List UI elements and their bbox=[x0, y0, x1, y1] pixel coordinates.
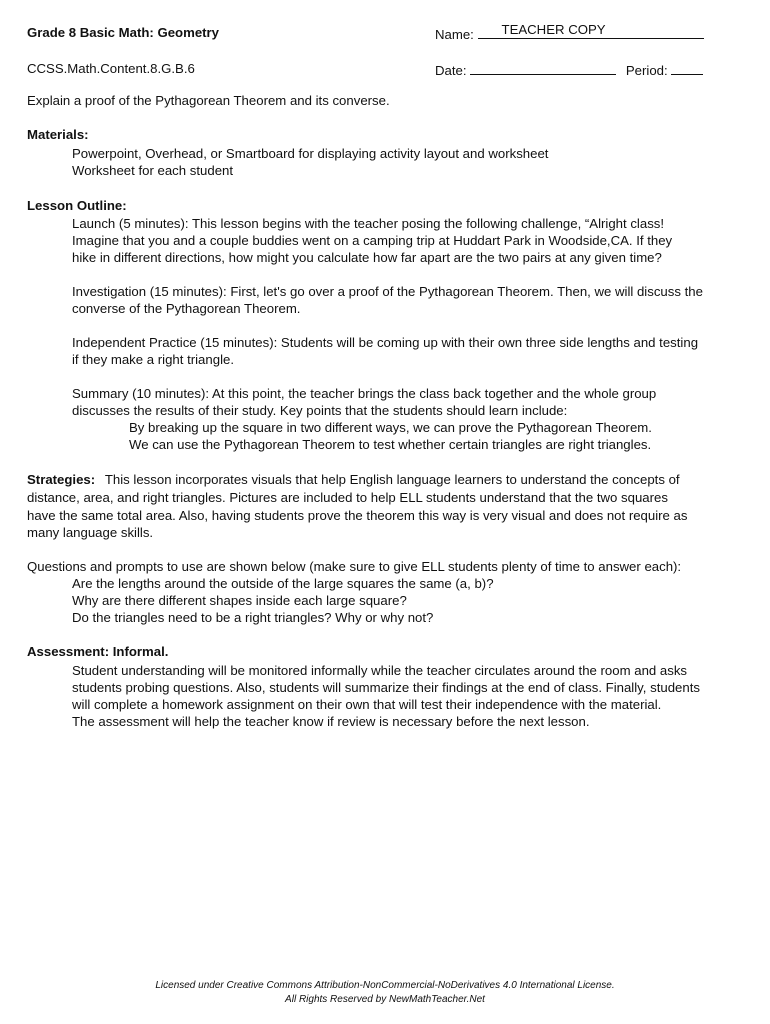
question-item: Do the triangles need to be a right triangles? Why or why not? bbox=[72, 610, 434, 625]
date-field[interactable] bbox=[435, 60, 703, 79]
name-field[interactable] bbox=[435, 24, 704, 43]
license-note: Licensed under Creative Commons Attribution-NonCommercial-NoDerivatives 4.0 International License. bbox=[155, 980, 615, 991]
practice-line: if they make a right triangle. bbox=[72, 352, 234, 367]
worksheet-title: Grade 8 Basic Math: Geometry bbox=[27, 25, 220, 40]
strategies-line: have the same total area. Also, having students prove the theorem this way is very visual and does not require as bbox=[27, 508, 688, 523]
name-value: TEACHER COPY bbox=[501, 22, 606, 37]
rights-note: All Rights Reserved by NewMathTeacher.Net bbox=[285, 994, 485, 1005]
materials-item: Worksheet for each student bbox=[72, 163, 234, 178]
materials-heading: Materials: bbox=[27, 127, 89, 142]
assessment-line: will complete a homework assignment on their own that will test their independence with the material. bbox=[72, 697, 662, 712]
name-label: Name: bbox=[435, 27, 474, 42]
period-label: Period: bbox=[625, 63, 668, 78]
name-line bbox=[478, 24, 704, 39]
questions-intro: Questions and prompts to use are shown below (make sure to give ELL students plenty of time to answer each): bbox=[27, 559, 682, 574]
assessment-heading: Assessment: Informal. bbox=[27, 644, 169, 659]
assessment-line: students probing questions. Also, students will summarize their findings at the end of class. Finally, students bbox=[72, 680, 700, 695]
assessment-line: The assessment will help the teacher know if review is necessary before the next lesson. bbox=[72, 714, 590, 729]
investigation-line: converse of the Pythagorean Theorem. bbox=[72, 301, 301, 316]
assessment-line: Student understanding will be monitored informally while the teacher circulates around the room and asks bbox=[72, 663, 688, 678]
strategies-paragraph bbox=[27, 471, 680, 488]
key-point: We can use the Pythagorean Theorem to test whether certain triangles are right triangles. bbox=[129, 437, 652, 452]
period-line bbox=[671, 60, 703, 75]
strategies-line: This lesson incorporates visuals that help English language learners to understand the concepts of bbox=[104, 472, 680, 487]
launch-line: Launch (5 minutes): This lesson begins with the teacher posing the following challenge, “Alright class! bbox=[72, 216, 665, 231]
standard-code: CCSS.Math.Content.8.G.B.6 bbox=[27, 61, 195, 76]
strategies-heading: Strategies: bbox=[27, 472, 96, 487]
question-item: Are the lengths around the outside of the large squares the same (a, b)? bbox=[72, 576, 494, 591]
practice-line: Independent Practice (15 minutes): Students will be coming up with their own three side lengths and testing bbox=[72, 335, 699, 350]
launch-line: Imagine that you and a couple buddies went on a camping trip at Huddart Park in Woodside,CA. If they bbox=[72, 233, 673, 248]
key-point: By breaking up the square in two different ways, we can prove the Pythagorean Theorem. bbox=[129, 420, 652, 435]
question-item: Why are there different shapes inside each large square? bbox=[72, 593, 407, 608]
lesson-outline-heading: Lesson Outline: bbox=[27, 198, 127, 213]
strategies-line: many language skills. bbox=[27, 525, 154, 540]
date-line bbox=[470, 60, 616, 75]
investigation-line: Investigation (15 minutes): First, let's go over a proof of the Pythagorean Theorem. Then, we will discuss the bbox=[72, 284, 703, 299]
objective: Explain a proof of the Pythagorean Theorem and its converse. bbox=[27, 93, 390, 108]
strategies-line: distance, area, and right triangles. Pictures are included to help ELL students understand that the two squares bbox=[27, 490, 668, 505]
summary-line: Summary (10 minutes): At this point, the teacher brings the class back together and the whole group bbox=[72, 386, 657, 401]
launch-line: hike in different directions, how might you calculate how far apart are the two pairs at any given time? bbox=[72, 250, 662, 265]
summary-line: discusses the results of their study. Key points that the students should learn include: bbox=[72, 403, 568, 418]
materials-item: Powerpoint, Overhead, or Smartboard for displaying activity layout and worksheet bbox=[72, 146, 549, 161]
date-label: Date: bbox=[435, 63, 467, 78]
